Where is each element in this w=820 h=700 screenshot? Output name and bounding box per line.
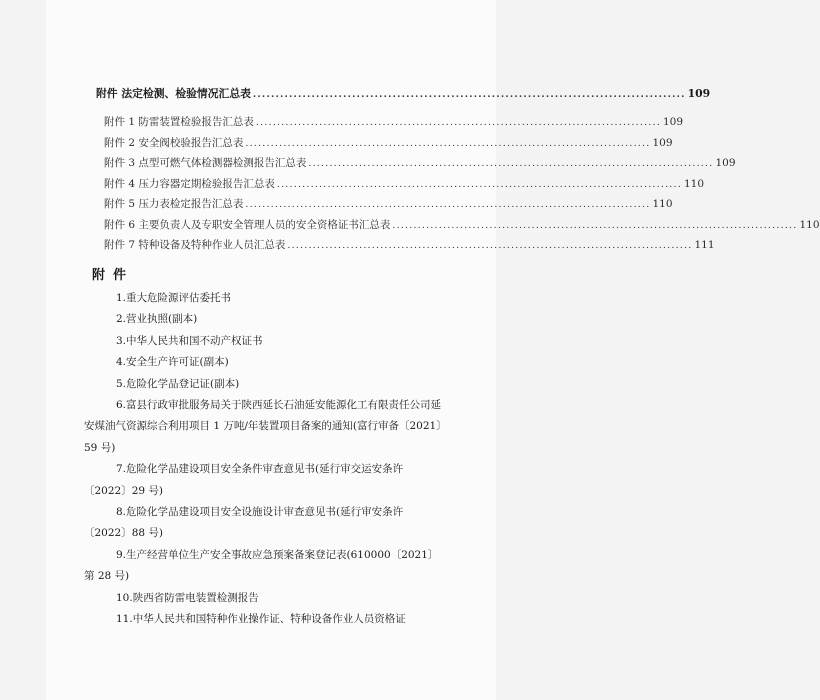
- toc-entry-4[interactable]: [96, 176, 705, 197]
- toc-entry-page: 111: [694, 239, 715, 251]
- toc-entry-label: 附件 4 压力容器定期检验报告汇总表: [104, 177, 275, 190]
- toc-entry-label: 附件 3 点型可燃气体检测器检测报告汇总表: [104, 157, 307, 169]
- list-item-text: 3.中华人民共和国不动产权证书: [116, 334, 263, 347]
- toc-entry-label: 附件 2 安全阀校验报告汇总表: [104, 136, 244, 149]
- toc-entry-page: 110: [799, 218, 820, 231]
- toc-entry-page: 109: [662, 116, 684, 128]
- toc-leader-dots: ................................................................................................: [255, 117, 661, 128]
- toc-leader-dots: ................................................................................................: [252, 89, 686, 100]
- list-item-text: 2.营业执照(副本): [116, 313, 198, 326]
- toc-entry-label: 附件 6 主要负责人及专职安全管理人员的安全资格证书汇总表: [104, 218, 391, 231]
- toc-entry-page: 109: [652, 136, 673, 149]
- toc-leader-dots: ................................................................................................: [287, 240, 693, 251]
- toc-entry-3[interactable]: [96, 155, 736, 176]
- list-item: [84, 288, 444, 309]
- list-item: 7.危险化学品建设项目安全条件审查意见书(延行审交运安条许〔2022〕29 号): [84, 463, 404, 497]
- toc-entry-page: 110: [683, 177, 705, 190]
- list-item: [84, 374, 444, 395]
- toc-entry-page: 109: [687, 87, 711, 100]
- list-item: [84, 331, 444, 352]
- toc-entry-7[interactable]: [96, 237, 715, 258]
- toc-entry-label: 附件 5 压力表检定报告汇总表: [104, 198, 244, 210]
- table-of-contents: [96, 86, 820, 258]
- toc-entry-1[interactable]: [96, 114, 684, 135]
- list-item-text: 5.危险化学品登记证(副本): [116, 377, 240, 390]
- toc-entry-6[interactable]: [96, 217, 820, 238]
- toc-leader-dots: ................................................................................................: [245, 137, 651, 149]
- toc-entry-5[interactable]: [96, 196, 673, 217]
- toc-entry-page: 110: [652, 198, 673, 210]
- attachments-heading: 附件: [92, 268, 135, 283]
- toc-leader-dots: ................................................................................................: [245, 199, 651, 210]
- list-item: 9.生产经营单位生产安全事故应急预案备案登记表(610000〔2021〕第 28 号): [84, 548, 439, 583]
- list-item-text: 10.陕西省防雷电装置检测报告: [116, 591, 259, 604]
- list-item: 8.危险化学品建设项目安全设施设计审查意见书(延行审安条许〔2022〕88 号): [84, 506, 404, 540]
- list-item-text: 1.重大危险源评估委托书: [116, 292, 232, 304]
- toc-leader-dots: ................................................................................................: [276, 178, 682, 190]
- list-item: [84, 588, 444, 609]
- list-item: [84, 309, 444, 330]
- list-item: [84, 352, 444, 373]
- toc-entry-page: 109: [715, 157, 736, 169]
- toc-leader-dots: ................................................................................................: [308, 158, 714, 169]
- list-item-text: 11.中华人民共和国特种作业操作证、特种设备作业人员资格证: [116, 613, 406, 626]
- toc-leader-dots: ................................................................................................: [392, 219, 798, 231]
- list-item: 6.富县行政审批服务局关于陕西延长石油延安能源化工有限责任公司延安煤油气资源综合利用项目 1 万吨/年装置项目备案的通知(富行审备〔2021〕59 号): [84, 399, 442, 454]
- attachments-list: [84, 288, 444, 631]
- toc-entry-label: 附件 法定检测、检验情况汇总表: [96, 87, 251, 100]
- toc-entry-main[interactable]: [96, 86, 711, 108]
- toc-entry-label: 附件 1 防雷装置检验报告汇总表: [104, 116, 254, 128]
- list-item-text: 4.安全生产许可证(副本): [116, 356, 229, 369]
- toc-entry-label: 附件 7 特种设备及特种作业人员汇总表: [104, 239, 286, 251]
- toc-entry-2[interactable]: [96, 135, 673, 156]
- list-item: [84, 609, 444, 630]
